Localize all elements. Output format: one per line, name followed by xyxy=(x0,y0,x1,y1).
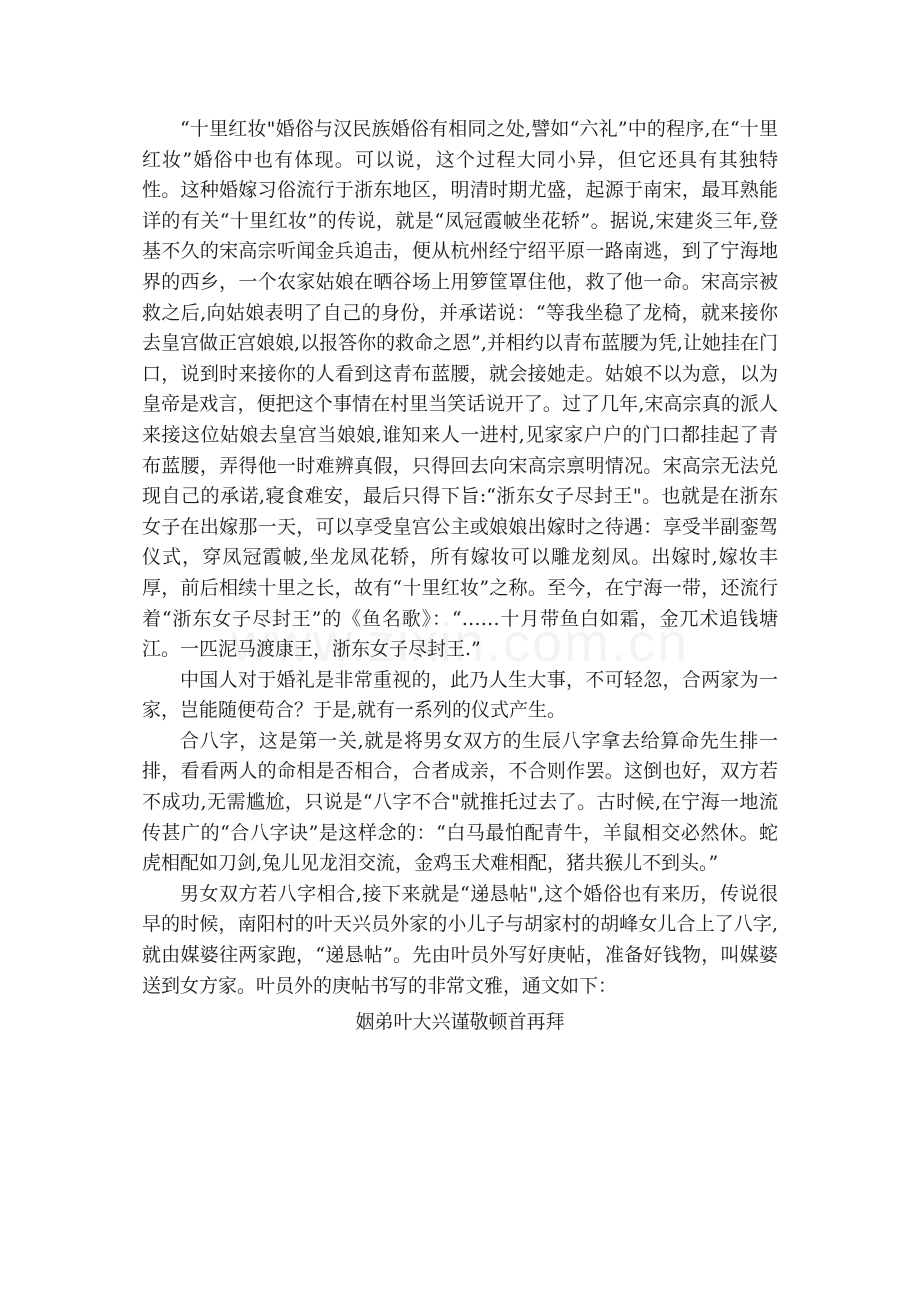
paragraph-legend: “十里红妆"婚俗与汉民族婚俗有相同之处,譬如“六礼”中的程序,在“十里红妆”婚俗中也有体现。可以说，这个过程大同小异，但它还具有其独特性。这种婚嫁习俗流行于浙东地区，明清时期尤盛，起源于南宋，最耳熟能详的有关“十里红妆”的传说，就是“凤冠霞帔坐花轿”。据说,宋建炎三年,登基不久的宋高宗听闻金兵追击，便从杭州经宁绍平原一路南逃，到了宁海地界的西乡，一个农家姑娘在晒谷场上用箩筐罩住他，救了他一命。宋高宗被救之后,向姑娘表明了自己的身份，并承诺说：“等我坐稳了龙椅，就来接你去皇宫做正宫娘娘,以报答你的救命之恩”,并相约以青布蓝腰为凭,让她挂在门口，说到时来接你的人看到这青布蓝腰，就会接她走。姑娘不以为意，以为皇帝是戏言，便把这个事情在村里当笑话说开了。过了几年,宋高宗真的派人来接这位姑娘去皇宫当娘娘,谁知来人一进村,见家家户户的门口都挂起了青布蓝腰，弄得他一时难辨真假，只得回去向宋高宗禀明情况。宋高宗无法兑现自己的承诺,寝食难安，最后只得下旨:“浙东女子尽封王"。也就是在浙东女子在出嫁那一天，可以享受皇宫公主或娘娘出嫁时之待遇：享受半副銮驾仪式，穿凤冠霞帔,坐龙凤花轿，所有嫁妆可以雕龙刻凤。出嫁时,嫁妆丰厚，前后相续十里之长，故有“十里红妆”之称。至今，在宁海一带，还流行着“浙东女子尽封王”的《鱼名歌》：“……十月带鱼白如霜，金兀术追钱塘江。一匹泥马渡康王，浙东女子尽封王.” xyxy=(142,118,778,661)
closing-line: 姻弟叶大兴谨敬顿首再拜 xyxy=(355,1011,565,1034)
paragraph-kentie: 男女双方若八字相合,接下来就是“递恳帖",这个婚俗也有来历，传说很早的时候，南阳村的叶天兴员外家的小儿子与胡家村的胡峰女儿合上了八字,就由媒婆往两家跑，“递恳帖”。先由叶员外写好庚帖，准备好钱物，叫媒婆送到女方家。叶员外的庚帖书写的非常文雅，通文如下： xyxy=(142,882,778,997)
paragraph-bazi: 合八字，这是第一关,就是将男女双方的生辰八字拿去给算命先生排一排，看看两人的命相是否相合，合者成亲，不合则作罢。这倒也好，双方若不成功,无需尴尬，只说是“八字不合"就推托过去了。古时候,在宁海一地流传甚广的“合八字诀”是这样念的：“白马最怕配青牛，羊鼠相交必然休。蛇虎相配如刀剑,兔儿见龙泪交流，金鸡玉犬难相配，猪共猴儿不到头。” xyxy=(142,729,778,875)
paragraph-importance: 中国人对于婚礼是非常重视的，此乃人生大事，不可轻忽，合两家为一家，岂能随便苟合？于是,就有一系列的仪式产生。 xyxy=(142,668,778,722)
article-body xyxy=(142,114,778,1038)
